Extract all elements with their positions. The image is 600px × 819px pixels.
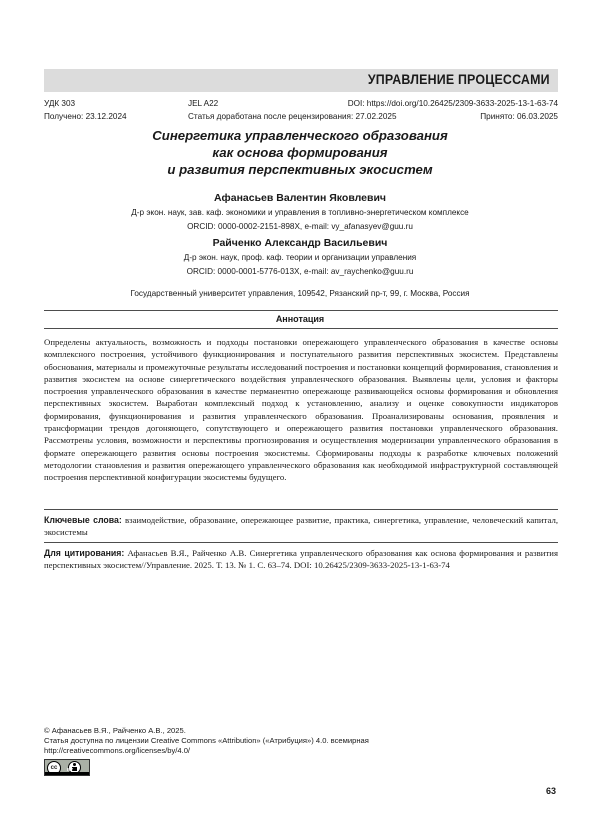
received-date: Получено: 23.12.2024 <box>44 112 127 121</box>
divider <box>44 509 558 510</box>
keywords <box>44 514 558 539</box>
cc-icon: cc <box>47 761 61 775</box>
article-title-line-3: и развития перспективных экосистем <box>0 162 600 178</box>
citation-text: Афанасьев В.Я., Райченко А.В. Синергетика управленческого образования как основа формирования и развития перспективных экосистем//Управление. 2025. Т. 13. № 1. С. 63–74. DOI: 10.26425/2309-3633-2025-13-1-63-74 <box>44 548 558 570</box>
license-statement: Статья доступна по лицензии Creative Commons «Attribution» («Атрибуция») 4.0. всемирная <box>44 736 369 745</box>
citation <box>44 547 558 572</box>
author-position: Д-р экон. наук, зав. каф. экономики и управления в топливно-энергетическом комплексе <box>0 208 600 217</box>
abstract-text: Определены актуальность, возможность и подходы постановки опережающего управленческого образования в качестве основы комплексного построения, устойчивого функционирования и поступательного развития перспективных экосистем. Представлены обоснования, материалы и промежуточные результаты исследований построения и постановки концепций формирования, становления и развития экосистем на основе синергетического воздействия управленческого образования. Выявлены цели, условия и факторы построения управленческого образования в качестве перманентно опережающе развивающейся основы формирования и обновления перспективных экосистем. Выработан комплексный подход к установлению, анализу и оценке совокупности индикаторов формирования, функционирования и развития управленческого образования. Проанализированы основания, проявления и трансформации трендов догоняющего, сопутствующего и опережающего развития постановки управленческого образования. Рассмотрены условия, возможности и перспективы прогнозирования и осуществления модернизации управленческого образования в формате опережающего развития основы построения экосистемы. Сформированы подходы к разработке ключевых положений методологии становления и развития опережающего управленческого образования как необходимой инфраструктурной составляющей построения перспективной конфигурации экосистемы будущего. <box>44 336 558 484</box>
article-title-line-2: как основа формирования <box>0 145 600 161</box>
article-title-line-1: Синергетика управленческого образования <box>0 128 600 144</box>
revised-date: Статья доработана после рецензирования: 27.02.2025 <box>188 112 397 121</box>
accepted-date: Принято: 06.03.2025 <box>480 112 558 121</box>
divider <box>44 310 558 311</box>
copyright-notice: © Афанасьев В.Я., Райченко А.В., 2025. <box>44 726 186 735</box>
institution-address: Государственный университет управления, 109542, Рязанский пр-т, 99, г. Москва, Россия <box>0 289 600 298</box>
author-name: Афанасьев Валентин Яковлевич <box>0 192 600 204</box>
keywords-text: взаимодействие, образование, опережающее развитие, практика, синергетика, управление, человеческий капитал, экосистемы <box>44 515 558 537</box>
page-number: 63 <box>546 786 556 796</box>
by-label: BY <box>67 767 73 772</box>
author-position: Д-р экон. наук, проф. каф. теории и организации управления <box>0 253 600 262</box>
divider <box>44 328 558 329</box>
author-contacts[interactable]: ORCID: 0000-0001-5776-013X, e-mail: av_raychenko@guu.ru <box>0 267 600 276</box>
doi-link[interactable]: DOI: https://doi.org/10.26425/2309-3633-2025-13-1-63-74 <box>348 99 558 108</box>
license-url[interactable]: http://creativecommons.org/licenses/by/4.0/ <box>44 746 190 755</box>
section-title: УПРАВЛЕНИЕ ПРОЦЕССАМИ <box>368 72 550 87</box>
udk-code: УДК 303 <box>44 99 75 108</box>
jel-code: JEL A22 <box>188 99 218 108</box>
abstract-heading: Аннотация <box>0 314 600 324</box>
badge-strip <box>45 772 89 775</box>
author-contacts[interactable]: ORCID: 0000-0002-2151-898X, e-mail: vy_afanasyev@guu.ru <box>0 222 600 231</box>
keywords-label: Ключевые слова: <box>44 515 122 525</box>
citation-label: Для цитирования: <box>44 548 124 558</box>
author-name: Райченко Александр Васильевич <box>0 237 600 249</box>
divider <box>44 542 558 543</box>
